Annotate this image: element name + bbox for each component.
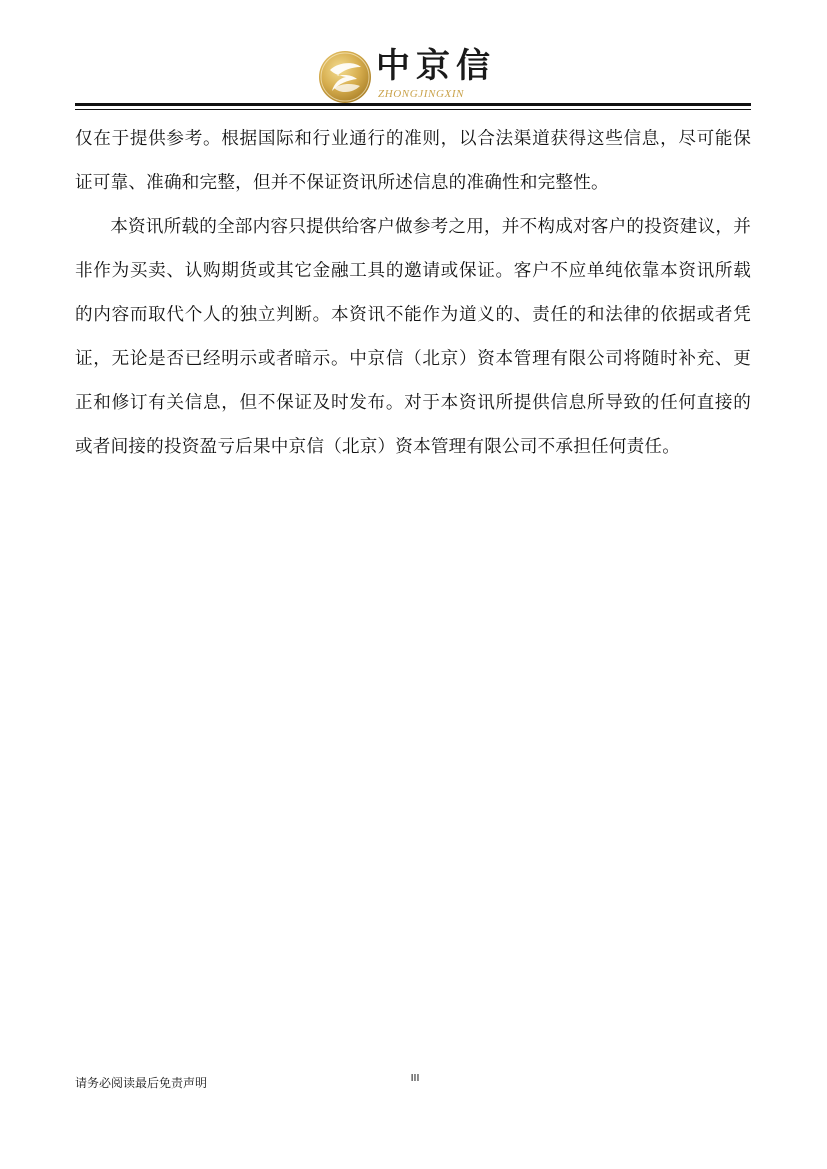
header-rule-thin: [75, 109, 751, 110]
brand-name: 中京信: [376, 46, 496, 86]
disclaimer-paragraph: 本资讯所载的全部内容只提供给客户做参考之用，并不构成对客户的投资建议，并非作为买卖、认购期货或其它金融工具的邀请或保证。客户不应单纯依靠本资讯所载的内容而取代个人的独立判断。本资讯不能作为道义的、责任的和法律的依据或者凭证，无论是否已经明示或者暗示。中京信（北京）资本管理有限公司将随时补充、更正和修订有关信息，但不保证及时发布。对于本资讯所提供信息所导致的任何直接的或者间接的投资盈亏后果中京信（北京）资本管理有限公司不承担任何责任。: [75, 217, 751, 457]
disclaimer-paragraph: 仅在于提供参考。根据国际和行业通行的准则，以合法渠道获得这些信息，尽可能保证可靠、准确和完整，但并不保证资讯所述信息的准确性和完整性。: [75, 129, 751, 193]
page-header: [0, 0, 827, 112]
footer-disclaimer-note: 请务必阅读最后免责声明: [75, 1076, 208, 1090]
disclaimer-body: [75, 117, 751, 469]
header-rule-thick: [75, 103, 751, 106]
page-number: III: [410, 1073, 420, 1084]
brand-subtitle: ZHONGJINGXIN: [378, 88, 465, 100]
zhongjingxin-logo-icon: [318, 50, 372, 104]
